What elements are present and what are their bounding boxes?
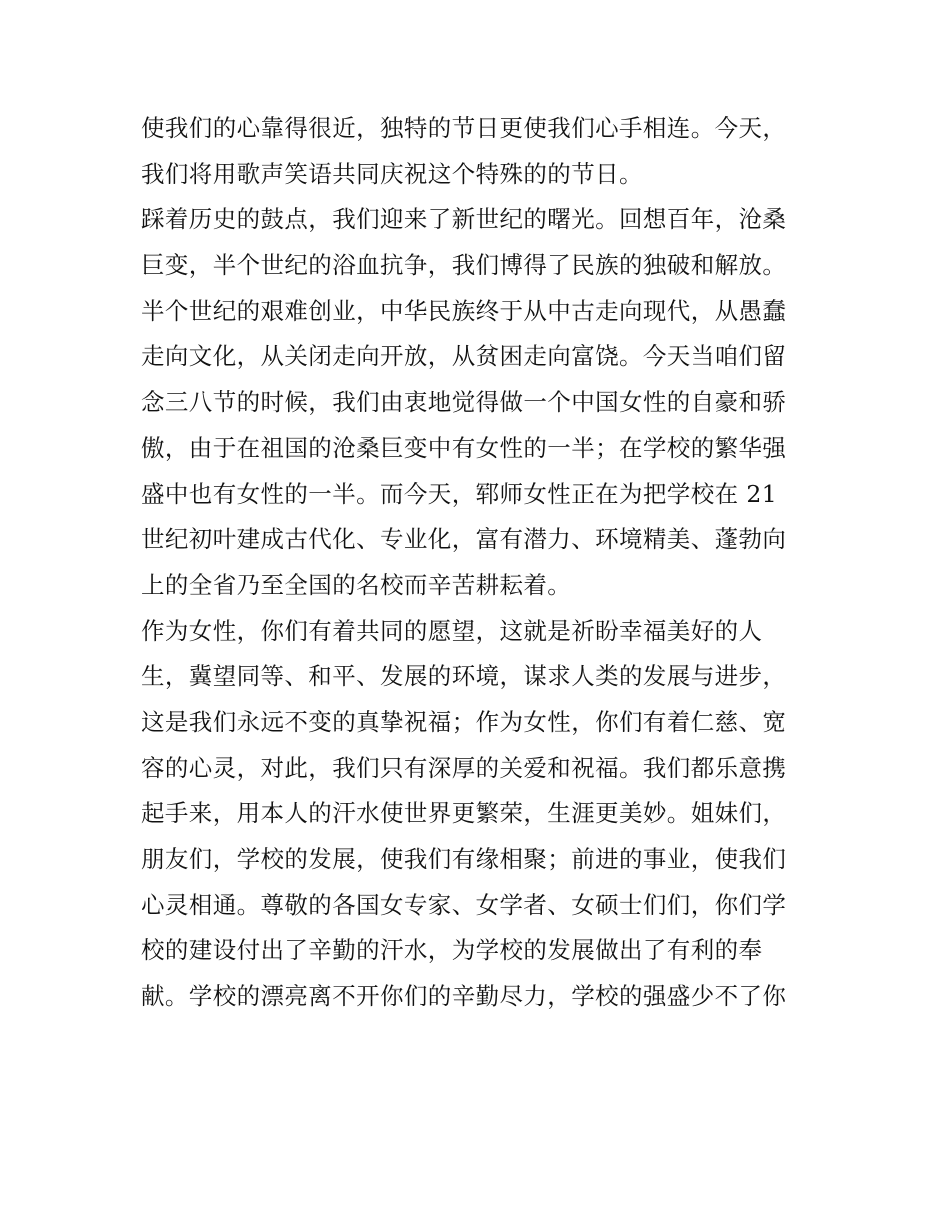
text-line: 校的建设付出了辛勤的汗水，为学校的发展做出了有利的奉 [141, 936, 763, 965]
text-line: 上的全省乃至全国的名校而辛苦耕耘着。 [141, 570, 572, 599]
text-line: 念三八节的时候，我们由衷地觉得做一个中国女性的自豪和骄 [141, 388, 787, 417]
text-line: 我们将用歌声笑语共同庆祝这个特殊的的节日。 [141, 159, 643, 188]
text-line: 献。学校的漂亮离不开你们的辛勤尽力，学校的强盛少不了你 [141, 982, 787, 1011]
text-line: 踩着历史的鼓点，我们迎来了新世纪的曙光。回想百年，沧桑 [141, 205, 787, 234]
text-line: 傲，由于在祖国的沧桑巨变中有女性的一半；在学校的繁华强 [141, 433, 787, 462]
text-line: 盛中也有女性的一半。而今天，郓师女性正在为把学校在 21 [141, 479, 778, 508]
text-line: 起手来，用本人的汗水使世界更繁荣，生涯更美妙。姐妹们， [141, 799, 787, 828]
text-line: 朋友们，学校的发展，使我们有缘相聚；前进的事业，使我们 [141, 845, 787, 873]
text-line: 容的心灵，对此，我们只有深厚的关爱和祝福。我们都乐意携 [141, 753, 787, 782]
text-line: 生，冀望同等、和平、发展的环境，谋求人类的发展与进步， [141, 662, 787, 691]
text-line: 世纪初叶建成古代化、专业化，富有潜力、环境精美、蓬勃向 [141, 525, 787, 554]
text-line: 走向文化，从关闭走向开放，从贫困走向富饶。今天当咱们留 [141, 342, 787, 371]
text-line: 这是我们永远不变的真挚祝福；作为女性，你们有着仁慈、宽 [141, 707, 787, 736]
text-line: 作为女性，你们有着共同的愿望，这就是祈盼幸福美好的人 [141, 616, 763, 645]
body-text [141, 106, 831, 1020]
text-line: 巨变，半个世纪的浴血抗争，我们博得了民族的独破和解放。 [141, 251, 787, 280]
text-line: 使我们的心靠得很近，独特的节日更使我们心手相连。今天， [141, 114, 787, 142]
text-line: 心灵相通。尊敬的各国女专家、女学者、女硕士们们，你们学 [141, 890, 787, 919]
text-line: 半个世纪的艰难创业，中华民族终于从中古走向现代，从愚蠢 [141, 296, 787, 325]
